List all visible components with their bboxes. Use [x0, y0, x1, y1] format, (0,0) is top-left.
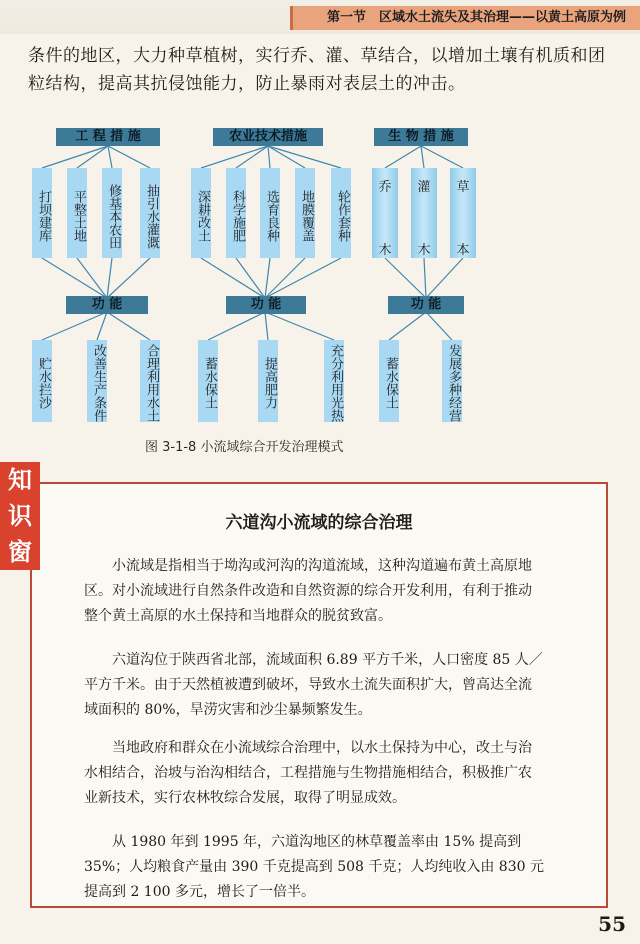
heading-engineering-measures: 工 程 措 施	[56, 128, 160, 146]
measure-irrigation: 抽引水灌溉	[140, 168, 160, 258]
measure-seed-breeding: 选育良种	[260, 168, 280, 258]
page-number: 55	[598, 912, 626, 936]
knowledge-window	[30, 482, 608, 908]
heading-agri-tech-measures: 农业技术措施	[213, 128, 323, 146]
measure-shrubs	[411, 168, 437, 258]
knowledge-paragraph-2: 六道沟位于陕西省北部，流域面积 6.89 平方千米，人口密度 85 人／平方千米。由于天然植被遭到破坏，导致水土流失面积扩大，曾高达全流域面积的 80%，旱涝灾害和沙尘暴频繁发生。	[84, 652, 543, 718]
measure-trees-char-1: 乔	[378, 180, 392, 195]
measure-shrubs-char-2: 木	[417, 243, 431, 258]
intro-paragraph: 条件的地区，大力种草植树，实行乔、灌、草结合，以增加土壤有机质和团粒结构，提高其抗侵蚀能力，防止暴雨对表层土的冲击。	[28, 46, 606, 94]
measure-plastic-mulch: 地膜覆盖	[295, 168, 315, 258]
function-rational-use: 合理利用水土	[140, 340, 160, 422]
measure-level-land: 平整土地	[67, 168, 87, 258]
measure-crop-rotation: 轮作套种	[331, 168, 351, 258]
measure-grass-char-2: 本	[456, 243, 470, 258]
function-use-light-heat: 充分利用光热	[324, 340, 344, 422]
knowledge-paragraph-1: 小流域是指相当于坳沟或河沟的沟道流域，这种沟道遍布黄土高原地区。对小流域进行自然条件改造和自然资源的综合开发利用，有利于推动整个黄土高原的水土保持和当地群众的脱贫致富。	[84, 558, 532, 624]
measure-scientific-fertilizing: 科学施肥	[226, 168, 246, 258]
measure-trees	[372, 168, 398, 258]
function-raise-fertility: 提高肥力	[258, 340, 278, 422]
function-diversify-economy: 发展多种经营	[442, 340, 462, 422]
chapter-header: 第一节 区域水土流失及其治理——以黄土高原为例	[290, 6, 640, 30]
figure-caption: 图 3-1-8 小流域综合开发治理模式	[145, 440, 344, 455]
measure-shrubs-char-1: 灌	[417, 180, 431, 195]
knowledge-paragraph-3: 当地政府和群众在小流域综合治理中，以水土保持为中心，改土与治水相结合，治坡与治沟相结合，工程措施与生物措施相结合，积极推广农业新技术，实行农林牧综合发展，取得了明显成效。	[84, 740, 532, 806]
knowledge-title: 六道沟小流域的综合治理	[225, 513, 413, 533]
function-label-2: 功 能	[226, 296, 306, 314]
measure-grass	[450, 168, 476, 258]
measure-basic-farmland: 修基本农田	[102, 168, 122, 258]
measure-dam-reservoir: 打坝建库	[32, 168, 52, 258]
measure-trees-char-2: 木	[378, 243, 392, 258]
function-store-water-block-sand: 贮水拦沙	[32, 340, 52, 422]
function-label-1: 功 能	[66, 296, 148, 314]
function-conserve-soil-2: 蓄水保土	[198, 340, 218, 422]
measure-grass-char-1: 草	[456, 180, 470, 195]
knowledge-badge: 知识窗	[0, 462, 40, 570]
function-improve-production: 改善生产条件	[87, 340, 107, 422]
heading-biological-measures: 生 物 措 施	[374, 128, 468, 146]
function-label-3: 功 能	[388, 296, 464, 314]
knowledge-paragraph-4: 从 1980 年到 1995 年，六道沟地区的林草覆盖率由 15% 提高到 35%；人均粮食产量由 390 千克提高到 508 千克；人均纯收入由 830 元提高到 2 100 多元，增长了一倍半。	[84, 834, 544, 900]
flow-diagram	[0, 0, 640, 450]
measure-deep-plowing: 深耕改土	[191, 168, 211, 258]
function-conserve-soil-3: 蓄水保土	[379, 340, 399, 422]
